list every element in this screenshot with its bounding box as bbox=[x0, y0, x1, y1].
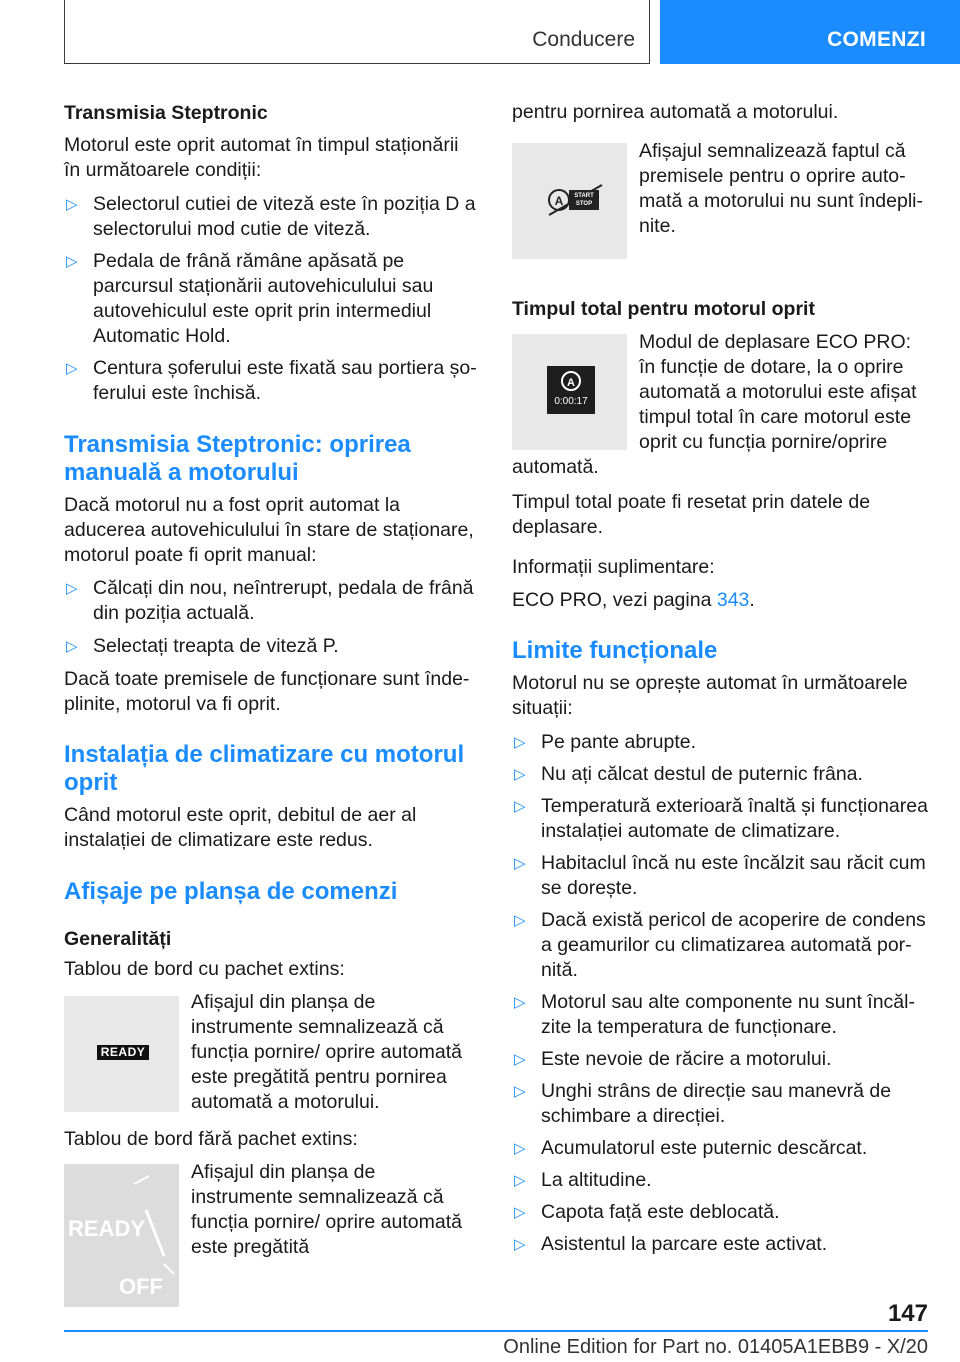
list-item: ▷ Selectați treapta de viteză P. bbox=[66, 635, 339, 657]
figure-ready-off-text: Afișajul din planșa de instrumente semnalizează că funcția pornire/ oprire automată este pregătită bbox=[191, 1161, 462, 1258]
figure-ready-text: Afișajul din planșa de instrumente semnalizează că funcția pornire/ oprire automată este pregătită pentru pornirea automată a motorului. bbox=[191, 991, 462, 1113]
figure-start-stop-text: Afișajul semnalizează faptul că premisele pentru o oprire automată a motorului nu sunt îndeplinite. bbox=[639, 140, 923, 237]
heading-manual-stop: Transmisia Steptronic: oprirea manuală a motorului bbox=[64, 431, 411, 486]
page-header bbox=[0, 0, 960, 66]
list-item: ▷ Asistentul la parcare este activat. bbox=[514, 1233, 828, 1255]
list-item: ▷ Este nevoie de răcire a motorului. bbox=[514, 1048, 832, 1070]
list-item: ▷ Pe pante abrupte. bbox=[514, 731, 697, 753]
paragraph-reset: Timpul total poate fi resetat prin datele de deplasare. bbox=[512, 491, 871, 538]
list-item: ▷ La altitudine. bbox=[514, 1169, 652, 1191]
triangle-bullet-icon: ▷ bbox=[66, 638, 78, 655]
triangle-bullet-icon: ▷ bbox=[514, 1051, 526, 1068]
gauge-needle-icon bbox=[64, 1164, 179, 1307]
triangle-bullet-icon: ▷ bbox=[514, 912, 526, 929]
start-stop-crossed-icon bbox=[512, 143, 627, 259]
list-item: ▷ Nu ați călcat destul de puternic frâna. bbox=[514, 763, 863, 785]
paragraph-eco: ECO PRO, vezi pagina 343. bbox=[512, 589, 755, 611]
figure-ready bbox=[64, 990, 478, 1115]
heading-display: Afișaje pe planșa de comenzi bbox=[64, 878, 398, 905]
heading-steptronic: Transmisia Steptronic bbox=[64, 102, 268, 124]
list-item: ▷ Centura șoferului este fixată sau portiera șoferului este închisă. bbox=[66, 357, 477, 404]
svg-text:A: A bbox=[554, 194, 564, 208]
list-item: ▷ Călcați din nou, neîntrerupt, pedala de frână din poziția actuală. bbox=[66, 577, 474, 624]
list-item: ▷ Capota față este deblocată. bbox=[514, 1201, 780, 1223]
triangle-bullet-icon: ▷ bbox=[66, 253, 78, 270]
heading-total-time: Timpul total pentru motorul oprit bbox=[512, 298, 815, 320]
start-stop-indicator-image bbox=[512, 143, 627, 259]
figure-ready-off bbox=[64, 1160, 478, 1307]
list-item: ▷ Selectorul cutiei de viteză este în poziția D a selectorului mod cutie de viteză. bbox=[66, 193, 476, 240]
list-item: ▷ Unghi strâns de direcție sau manevră de schimbare a direcției. bbox=[514, 1080, 892, 1127]
ready-badge: READY bbox=[97, 1045, 149, 1060]
heading-limits: Limite funcționale bbox=[512, 637, 718, 664]
triangle-bullet-icon: ▷ bbox=[66, 580, 78, 597]
paragraph-stopped: Motorul este oprit automat în timpul staționării în următoarele condiții: bbox=[64, 134, 459, 181]
heading-general: Generalități bbox=[64, 928, 172, 950]
timer-value: 0:00:17 bbox=[554, 396, 588, 407]
paragraph-manual: Dacă motorul nu a fost oprit automat la aducerea autovehiculului în stare de staționare, motorul poate fi oprit manual: bbox=[64, 494, 474, 566]
total-time-image bbox=[512, 334, 627, 450]
footer-edition: Online Edition for Part no. 01405A1EBB9 - X/20 bbox=[503, 1336, 928, 1358]
gauge-off-label: OFF bbox=[119, 1274, 163, 1299]
svg-text:A: A bbox=[567, 377, 575, 389]
triangle-bullet-icon: ▷ bbox=[514, 1236, 526, 1253]
limits-list bbox=[512, 730, 928, 1257]
triangle-bullet-icon: ▷ bbox=[514, 1140, 526, 1157]
triangle-bullet-icon: ▷ bbox=[514, 1172, 526, 1189]
list-item: ▷ Habitaclul încă nu este încălzit sau răcit cum se dorește. bbox=[514, 852, 926, 899]
list-item: ▷ Pedala de frână rămâne apăsată pe parcursul staționării autovehiculului sau autovehiculul este oprit prin intermediul Automatic Hold. bbox=[66, 250, 434, 347]
footer-divider bbox=[64, 1330, 928, 1332]
paragraph-continued: pentru pornirea automată a motorului. bbox=[512, 101, 839, 123]
section-tab bbox=[64, 0, 650, 64]
start-stop-label: START STOP bbox=[574, 193, 594, 207]
section-title: Conducere bbox=[532, 28, 635, 51]
triangle-bullet-icon: ▷ bbox=[514, 734, 526, 751]
list-item: ▷ Dacă există pericol de acoperire de condens a geamurilor cu climatizarea automată pornită. bbox=[514, 909, 926, 981]
paragraph-climate: Când motorul este oprit, debitul de aer al instalației de climatizare este redus. bbox=[64, 804, 417, 851]
heading-climate: Instalația de climatizare cu motorul oprit bbox=[64, 741, 465, 796]
triangle-bullet-icon: ▷ bbox=[66, 196, 78, 213]
triangle-bullet-icon: ▷ bbox=[514, 766, 526, 783]
paragraph-info: Informații suplimentare: bbox=[512, 556, 715, 578]
right-column bbox=[512, 100, 928, 1257]
triangle-bullet-icon: ▷ bbox=[514, 1083, 526, 1100]
triangle-bullet-icon: ▷ bbox=[514, 798, 526, 815]
ready-off-gauge-image bbox=[64, 1164, 179, 1307]
paragraph-limits: Motorul nu se oprește automat în următoarele situații: bbox=[512, 672, 908, 719]
list-item: ▷ Motorul sau alte componente nu sunt încălzite la temperatura de funcționare. bbox=[514, 991, 915, 1038]
auto-start-stop-icon bbox=[547, 366, 595, 396]
page-link[interactable]: 343 bbox=[716, 589, 750, 611]
chapter-title: COMENZI bbox=[827, 28, 926, 51]
figure-total-time bbox=[512, 330, 928, 480]
list-item: ▷ Temperatură exterioară înaltă și funcționarea instalației automate de climatizare. bbox=[514, 795, 928, 842]
ready-indicator-image bbox=[64, 996, 179, 1112]
figure-start-stop bbox=[512, 139, 928, 259]
left-column bbox=[64, 100, 478, 1307]
paragraph-no-extended: Tablou de bord fără pachet extins: bbox=[64, 1128, 358, 1150]
triangle-bullet-icon: ▷ bbox=[514, 1204, 526, 1221]
paragraph-premise: Dacă toate premisele de funcționare sunt îndeplinite, motorul va fi oprit. bbox=[64, 668, 470, 715]
page-number: 147 bbox=[887, 1300, 928, 1327]
list-item: ▷ Acumulatorul este puternic descărcat. bbox=[514, 1137, 868, 1159]
triangle-bullet-icon: ▷ bbox=[514, 855, 526, 872]
manual-steps-list bbox=[64, 576, 478, 659]
triangle-bullet-icon: ▷ bbox=[514, 994, 526, 1011]
triangle-bullet-icon: ▷ bbox=[66, 360, 78, 377]
chapter-tab bbox=[660, 0, 960, 64]
conditions-list bbox=[64, 192, 478, 406]
paragraph-extended: Tablou de bord cu pachet extins: bbox=[64, 958, 345, 980]
figure-total-time-text: Modul de deplasare ECO PRO: în funcție de dotare, la o oprire automată a motorului este afișat timpul total în care motorul este oprit cu funcția pornire/oprire automată. bbox=[512, 331, 917, 478]
gauge-ready-label: READY bbox=[68, 1216, 146, 1241]
timer-display bbox=[547, 366, 595, 414]
